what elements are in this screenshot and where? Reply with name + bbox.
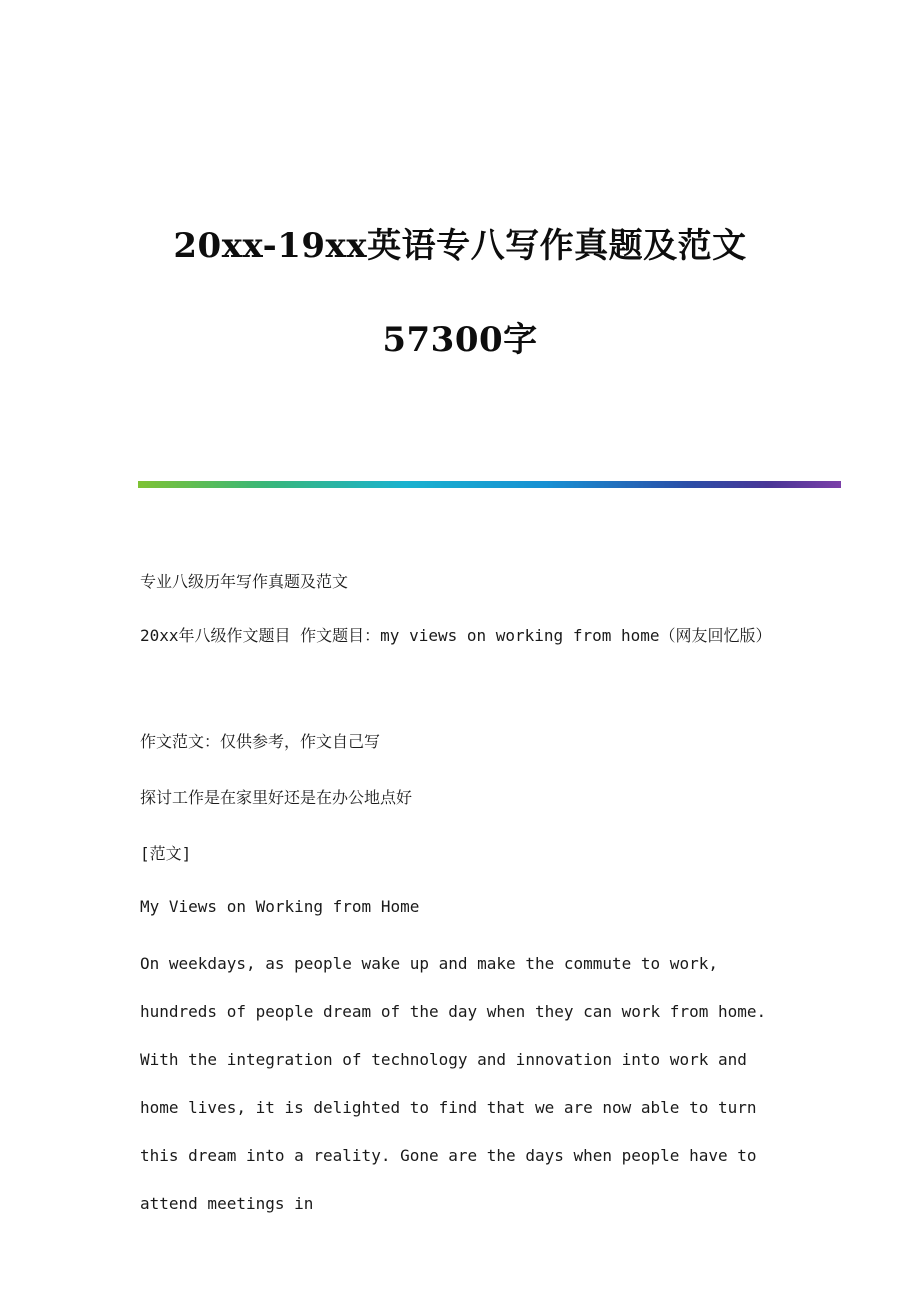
gradient-divider [138,481,841,488]
paragraph: 作文范文：仅供参考，作文自己写 [140,732,381,751]
document-subtitle: 57300字 [382,320,538,360]
paragraph: 20xx年八级作文题目 作文题目：my views on working from home（网友回忆版） [140,626,772,645]
essay-title: My Views on Working from Home [140,897,420,916]
essay-paragraph: On weekdays, as people wake up and make the commute to work, hundreds of people dream of the day when they can work from home. With the integration of technology and innovation into work and home lives, it is delighted to find that we are now able to turn this dream into a reality. Gone are the days when people have to attend meetings in [140,954,767,1213]
paragraph: 探讨工作是在家里好还是在办公地点好 [140,788,413,807]
document-title: 20xx-19xx英语专八写作真题及范文 [173,226,747,266]
paragraph: 专业八级历年写作真题及范文 [140,572,349,591]
paragraph: [范文] [140,844,192,863]
